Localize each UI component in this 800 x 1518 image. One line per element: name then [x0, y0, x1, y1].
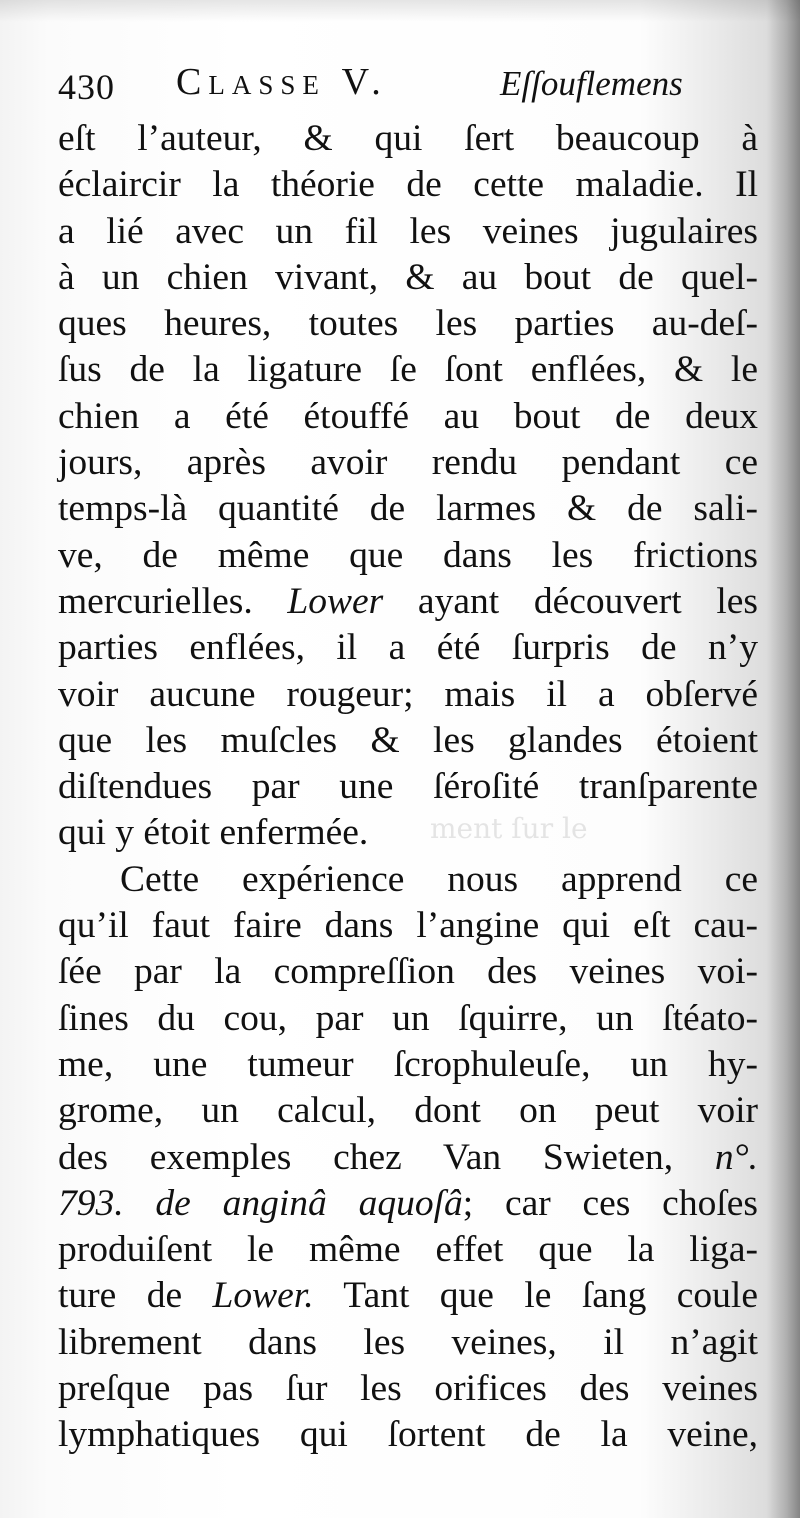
text-line: diſtendues par une ſéroſité tranſparente [58, 766, 758, 808]
page-top-shadow [0, 0, 800, 22]
italic-reference: 793. de anginâ aquoſâ [58, 1182, 463, 1224]
text-fragment: ture de [58, 1275, 213, 1317]
italic-name: Lower [287, 580, 384, 622]
text-line: a lié avec un fil les veines jugulaires [58, 210, 758, 252]
italic-reference: n°. [714, 1136, 758, 1178]
text-line: grome, un calcul, dont on peut voir [58, 1090, 758, 1132]
text-fragment: ; car ces choſes [462, 1182, 758, 1224]
text-line [58, 1181, 758, 1227]
text-line [58, 1273, 758, 1319]
text-line: ſines du cou, par un ſquirre, un ſtéato- [58, 997, 758, 1039]
text-line: produiſent le même effet que la liga- [58, 1229, 758, 1271]
text-line: parties enflées, il a été ſurpris de n’y [58, 627, 758, 669]
text-line: que les muſcles & les glandes étoient [58, 719, 758, 761]
italic-name: Lower. [212, 1275, 314, 1317]
text-line: eſt l’auteur, & qui ſert beaucoup à [58, 118, 758, 159]
text-line [58, 579, 758, 625]
text-line: temps-là quantité de larmes & de sali- [58, 488, 758, 530]
text-line: qu’il faut faire dans l’angine qui eſt cau- [58, 905, 758, 947]
text-line: éclaircir la théorie de cette maladie. Il [58, 164, 758, 206]
text-line: preſque pas ſur les orifices des veines [58, 1368, 758, 1410]
bleed-through-text: ment ſur le [430, 812, 588, 845]
text-line: chien a été étouffé au bout de deux [58, 395, 758, 437]
text-line: ve, de même que dans les frictions [58, 534, 758, 576]
text-line [58, 1135, 758, 1181]
text-line: me, une tumeur ſcrophuleuſe, un hy- [58, 1043, 758, 1085]
text-fragment: ayant découvert les [383, 580, 759, 622]
running-title: Eſſouflemens [500, 64, 683, 103]
text-line: à un chien vivant, & au bout de quel- [58, 256, 758, 298]
text-fragment: des exemples chez Van Swieten, [58, 1136, 715, 1178]
text-line: ſus de la ligature ſe ſont enflées, & le [58, 349, 758, 391]
text-line: voir aucune rougeur; mais il a obſervé [58, 673, 758, 715]
page-edge-shadow [766, 0, 800, 1518]
text-fragment: Tant que le ſang coule [313, 1275, 758, 1317]
body-text [58, 116, 758, 1459]
text-line: lymphatiques qui ſortent de la veine, [58, 1414, 758, 1456]
text-line: qui y étoit enfermée. [58, 812, 369, 854]
text-fragment: mercurielles. [58, 580, 288, 622]
text-line: ſée par la compreſſion des veines voi- [58, 951, 758, 993]
class-heading: Classe V. [176, 61, 388, 103]
page-header [58, 60, 758, 112]
text-line: jours, après avoir rendu pendant ce [58, 442, 758, 484]
text-line: librement dans les veines, il n’agit [58, 1321, 758, 1363]
text-line: ques heures, toutes les parties au-deſ- [58, 303, 758, 345]
page-number: 430 [58, 67, 115, 107]
text-line: Cette expérience nous apprend ce [120, 858, 758, 900]
